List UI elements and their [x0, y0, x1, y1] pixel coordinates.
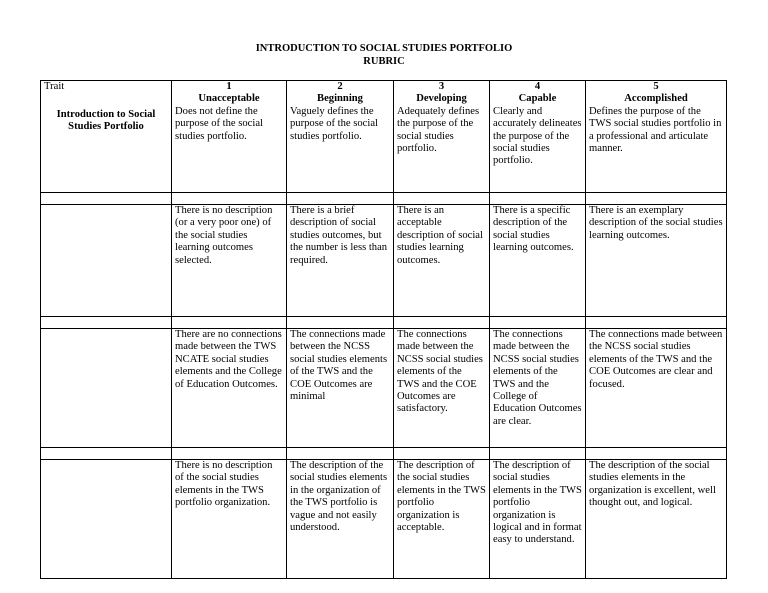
rubric-cell: There is no description of the social studies elements in the TWS portfolio organization. — [172, 460, 287, 579]
trait-cell-empty — [41, 460, 172, 579]
criterion-text: Adequately defines the purpose of the social studies portfolio. — [397, 105, 480, 155]
rubric-cell: The description of the social studies elements in the organization is excellent, well thought out, and logical. — [586, 460, 727, 579]
trait-cell-empty — [41, 329, 172, 448]
rubric-cell: There is an exemplary description of the social studies learning outcomes. — [586, 205, 727, 317]
rubric-cell: There is a specific description of the social studies learning outcomes. — [490, 205, 586, 317]
level-number: 2 — [337, 81, 343, 92]
header-row — [41, 81, 727, 193]
rubric-cell: The connections made between the NCSS social studies elements of the TWS and the COE Outcomes are minimal — [287, 329, 394, 448]
rubric-cell: The connections made between the NCSS social studies elements of the TWS and the College of Education Outcomes are clear. — [490, 329, 586, 448]
trait-column-header: Trait — [41, 81, 172, 193]
trait-cell-empty — [41, 205, 172, 317]
level-number: 5 — [653, 81, 659, 92]
document-header — [0, 42, 768, 68]
level-header — [172, 81, 287, 193]
rubric-cell: There is an acceptable description of social studies learning outcomes. — [394, 205, 490, 317]
level-header — [394, 81, 490, 193]
level-header — [490, 81, 586, 193]
table-row — [41, 205, 727, 317]
level-name: Developing — [416, 93, 467, 105]
rubric-cell: The description of the social studies elements in the TWS portfolio organization is acceptable. — [394, 460, 490, 579]
level-name: Unacceptable — [198, 93, 260, 105]
spacer-row — [41, 448, 727, 460]
criterion-text: Clearly and accurately delineates the purpose of the social studies portfolio. — [493, 105, 582, 167]
table-row — [41, 329, 727, 448]
rubric-cell: The connections made between the NCSS social studies elements of the TWS and the COE Outcomes are satisfactory. — [394, 329, 490, 448]
table-row — [41, 460, 727, 579]
rubric-cell: The description of the social studies elements in the organization of the TWS portfolio is vague and not easily understood. — [287, 460, 394, 579]
rubric-cell: The connections made between the NCSS social studies elements of the TWS and the COE Outcomes are clear and focused. — [586, 329, 727, 448]
level-header — [287, 81, 394, 193]
criterion-text: Vaguely defines the purpose of the social studies portfolio. — [290, 105, 378, 142]
rubric-cell: There is no description (or a very poor one) of the social studies learning outcomes selected. — [172, 205, 287, 317]
level-header — [586, 81, 727, 193]
spacer-row — [41, 317, 727, 329]
level-name: Capable — [518, 93, 557, 105]
level-name: Accomplished — [624, 93, 688, 105]
rubric-table — [40, 80, 727, 579]
level-number: 1 — [226, 81, 232, 92]
rubric-cell: There are no connections made between the TWS NCATE social studies elements and the College of Education Outcomes. — [172, 329, 287, 448]
level-number: 3 — [438, 81, 445, 92]
trait-name: Introduction to Social Studies Portfolio — [56, 109, 156, 133]
spacer-row — [41, 193, 727, 205]
document-title: INTRODUCTION TO SOCIAL STUDIES PORTFOLIO — [255, 43, 513, 54]
level-number: 4 — [534, 81, 541, 92]
level-name: Beginning — [317, 93, 363, 105]
criterion-text: Defines the purpose of the TWS social studies portfolio in a professional and articulate manner. — [589, 105, 722, 155]
rubric-cell: There is a brief description of social studies outcomes, but the number is less than required. — [287, 205, 394, 317]
rubric-cell: The description of social studies elements in the TWS portfolio organization is logical and in format easy to understand. — [490, 460, 586, 579]
criterion-text: Does not define the purpose of the social studies portfolio. — [175, 105, 263, 142]
document-subtitle: RUBRIC — [363, 56, 405, 67]
